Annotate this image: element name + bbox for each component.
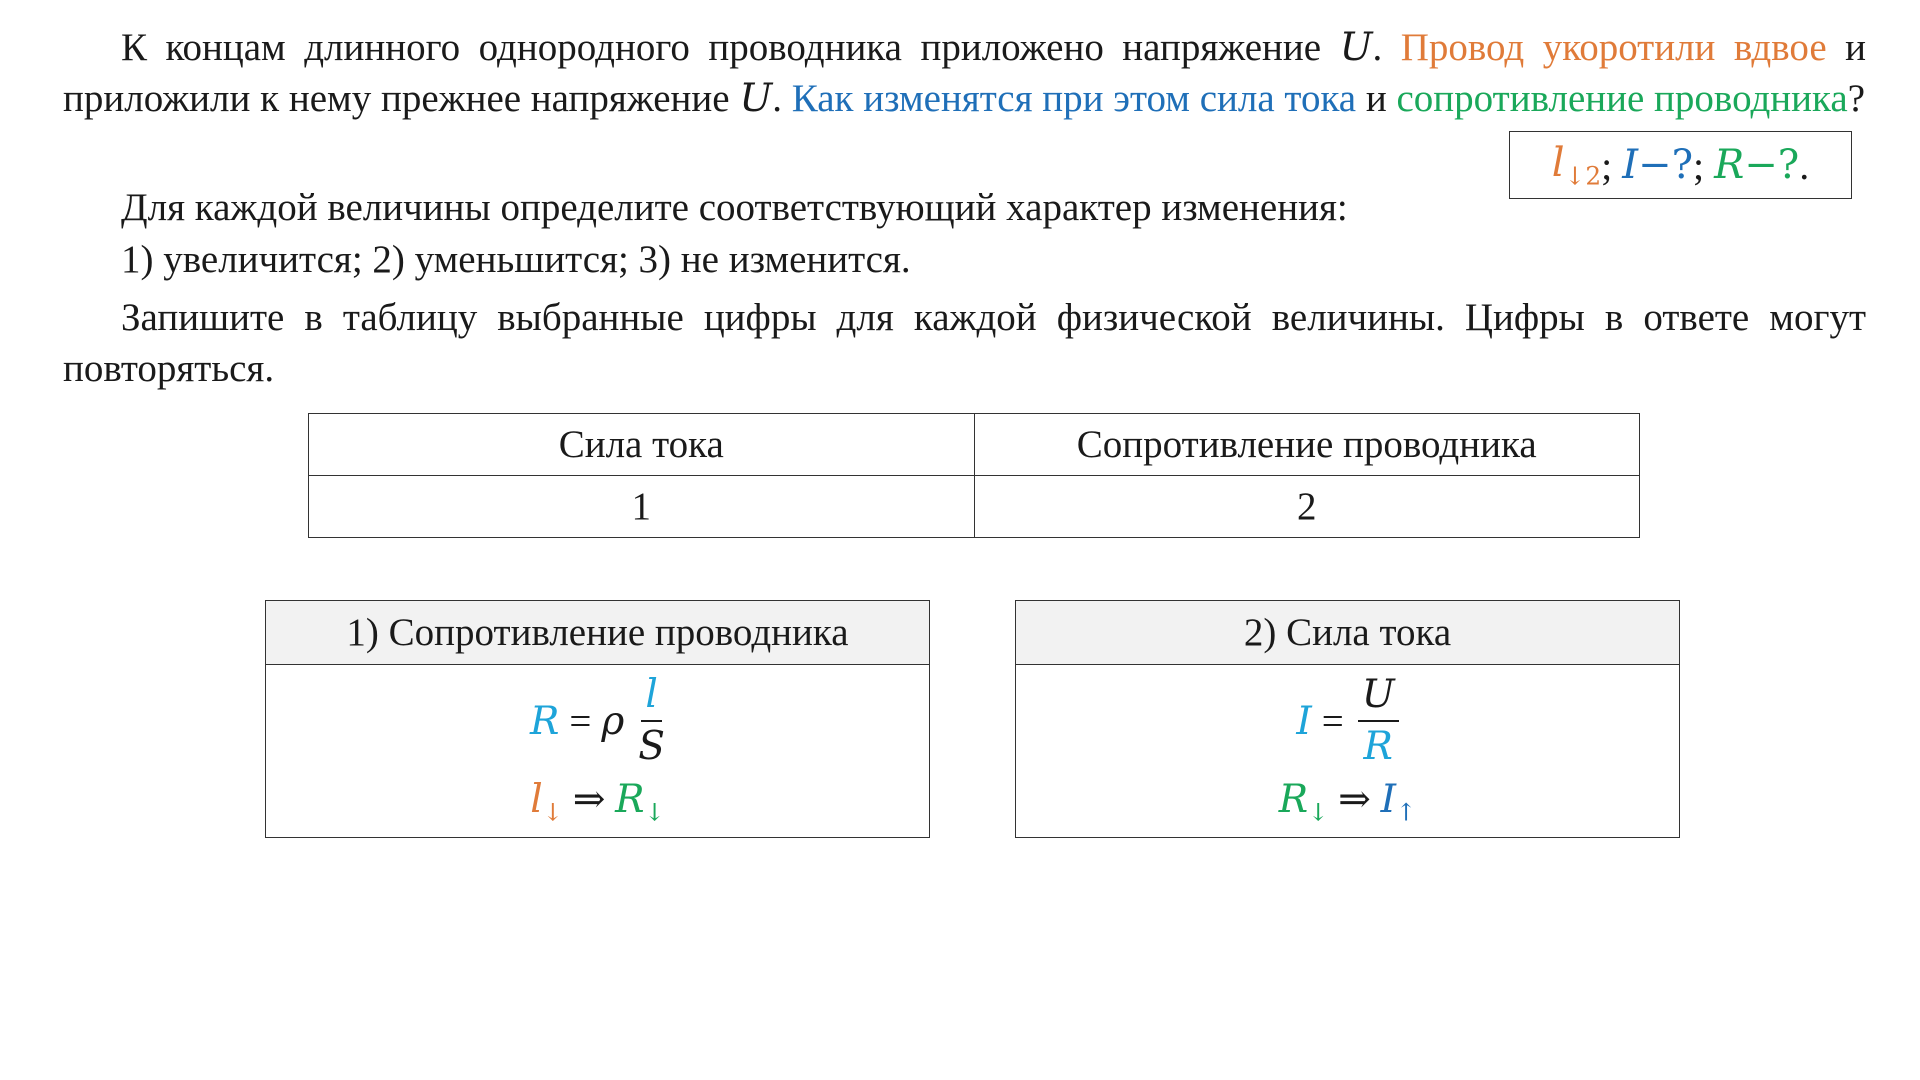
resistance-formula xyxy=(266,665,929,777)
solution-current-box xyxy=(1015,600,1680,838)
statement-text: К концам длинного однородного проводника приложено напряжение xyxy=(121,26,1340,69)
table-header-row xyxy=(309,414,1640,476)
implies-arrow: ⇒ xyxy=(562,778,616,821)
conclusion-length: $l_↓$ xyxy=(530,777,563,827)
given-box xyxy=(1509,131,1852,199)
given-resistance: R−? xyxy=(1714,142,1800,188)
given-length: $l_{↓2}$ xyxy=(1551,139,1602,191)
options-line: 1) увеличится; 2) уменьшится; 3) не изменится. xyxy=(121,238,911,281)
answer-current: 1 xyxy=(309,476,975,538)
solution-body xyxy=(1016,665,1679,837)
statement-text: и xyxy=(1356,77,1397,120)
conclusion-current: $I_↑$ xyxy=(1380,777,1417,827)
given-end: . xyxy=(1799,142,1810,188)
given-current: I−? xyxy=(1622,142,1694,188)
solution-title: 1) Сопротивление проводника xyxy=(266,601,929,665)
formula-lhs: I xyxy=(1296,698,1312,744)
highlight-current: Как изменятся при этом сила тока xyxy=(791,77,1357,120)
given-separator: ; xyxy=(1693,142,1705,188)
conclusion-resistance: $R_↓$ xyxy=(615,777,665,827)
given-separator: ; xyxy=(1601,142,1613,188)
conclusion-line xyxy=(1016,777,1679,837)
solution-resistance-box xyxy=(265,600,930,838)
fraction-numerator: U xyxy=(1358,673,1399,722)
statement-text: и приложили к нему прежнее напряжение xyxy=(63,26,1867,120)
answer-table xyxy=(308,413,1640,538)
problem-statement xyxy=(63,22,1866,124)
instruction-line: Для каждой величины определите соответствующий характер изменения: xyxy=(121,186,1348,229)
fraction-denominator: R xyxy=(1363,724,1393,769)
implies-arrow: ⇒ xyxy=(1328,778,1381,821)
answer-resistance: 2 xyxy=(974,476,1640,538)
header-current: Сила тока xyxy=(309,414,975,476)
voltage-symbol: U xyxy=(1339,25,1373,70)
statement-text: ? xyxy=(1847,77,1866,120)
conclusion-line xyxy=(266,777,929,837)
formula-rho: ρ xyxy=(601,698,625,744)
highlight-shortened: Провод укоротили вдвое xyxy=(1400,26,1827,69)
voltage-symbol: U xyxy=(739,76,773,121)
formula-lhs: R xyxy=(529,698,560,744)
solution-title: 2) Сила тока xyxy=(1016,601,1679,665)
formula-equals: = xyxy=(1321,699,1344,743)
solution-body xyxy=(266,665,929,837)
statement-text: . xyxy=(772,77,792,120)
current-formula xyxy=(1016,665,1679,777)
fraction-numerator: l xyxy=(641,673,661,722)
formula-fraction xyxy=(638,673,665,769)
highlight-resistance: сопротивление проводника xyxy=(1396,77,1848,120)
header-resistance: Сопротивление проводника xyxy=(974,414,1640,476)
table-instruction: Запишите в таблицу выбранные цифры для каждой физической величины. Цифры в ответе могут повторяться. xyxy=(63,296,1866,390)
formula-equals: = xyxy=(569,699,592,743)
statement-text: . xyxy=(1372,26,1401,69)
formula-fraction xyxy=(1358,673,1399,769)
fraction-denominator: S xyxy=(638,724,666,769)
table-row xyxy=(309,476,1640,538)
conclusion-resistance: $R_↓$ xyxy=(1278,777,1329,827)
